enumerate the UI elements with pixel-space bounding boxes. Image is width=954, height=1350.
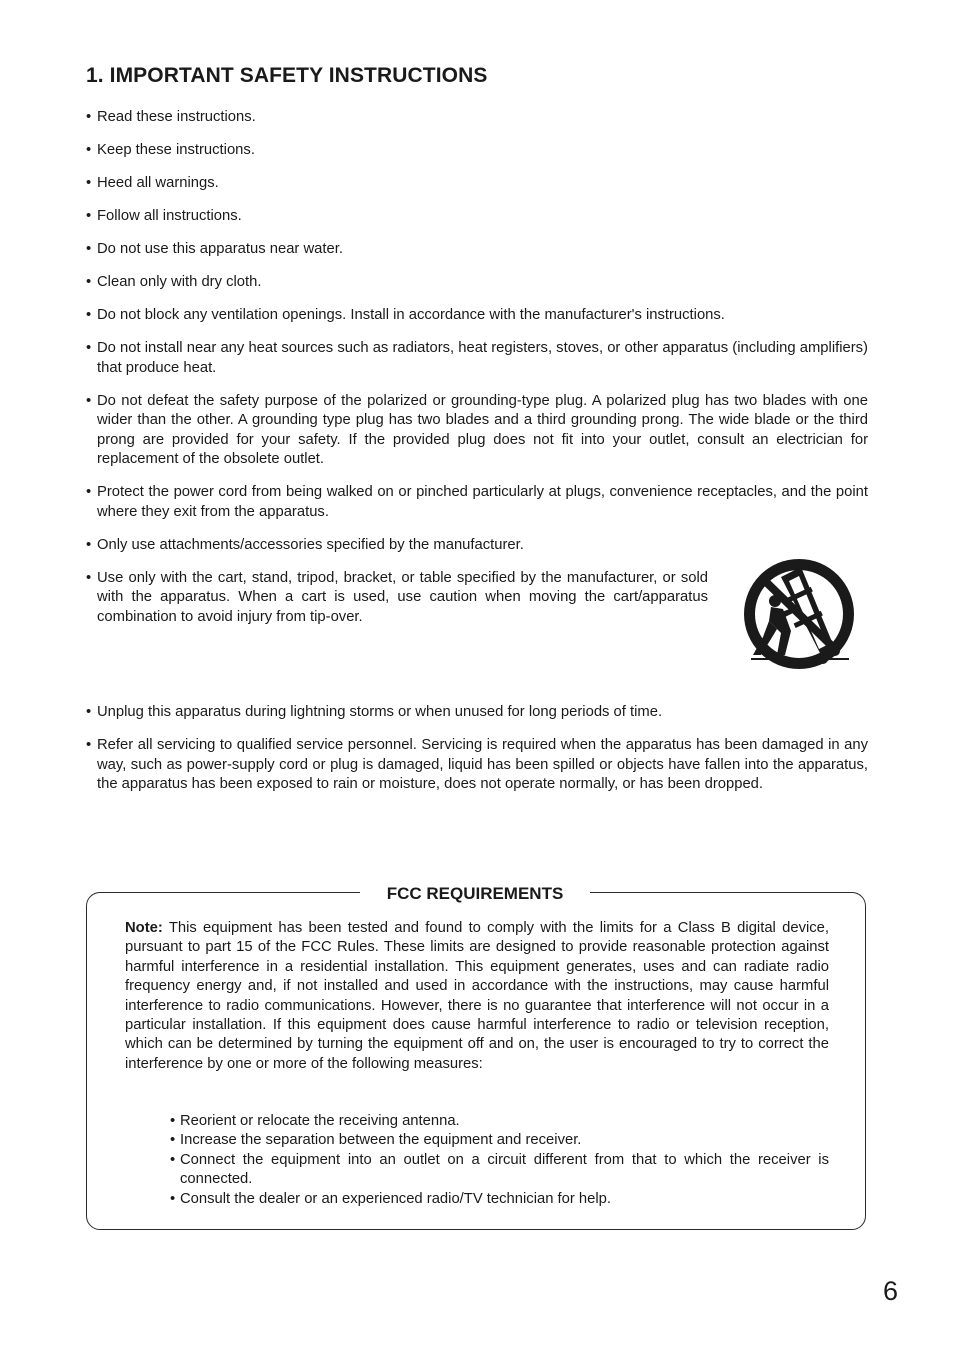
bullet: • — [86, 737, 92, 753]
list-item: • Do not defeat the safety purpose of the polarized or grounding-type plug. A polarized plug has two blades with one wider than the other. A grounding type plug has two blades and a third grounding prong. The wide blade or the third prong are provided for your safety. If the provided plug does not fit into your outlet, consult an electrician for replacement of the obsolete outlet. — [86, 392, 868, 467]
list-item: • Refer all servicing to qualified service personnel. Servicing is required when the apparatus has been damaged in any way, such as power-supply cord or plug is damaged, liquid has been spilled or objects have fallen into the apparatus, the apparatus has been exposed to rain or moisture, does not operate normally, or has been dropped. — [86, 737, 868, 792]
bullet: • — [86, 208, 92, 224]
bullet: • — [86, 536, 92, 553]
fcc-requirements-title: FCC REQUIREMENTS — [360, 883, 590, 905]
bullet: • — [170, 1132, 176, 1149]
list-item: • Heed all warnings. — [86, 174, 868, 194]
bullet: • — [86, 484, 92, 500]
bullet: • — [86, 392, 92, 409]
bullet: • — [86, 241, 92, 257]
safety-instructions-list — [86, 108, 868, 808]
bullet: • — [86, 142, 92, 158]
page-title: 1. IMPORTANT SAFETY INSTRUCTIONS — [86, 64, 488, 87]
fcc-measures-list — [170, 1112, 829, 1209]
bullet: • — [86, 109, 92, 125]
list-item: • Consult the dealer or an experienced radio/TV technician for help. — [170, 1190, 829, 1209]
list-item: • Do not use this apparatus near water. — [86, 240, 868, 260]
list-item: • Follow all instructions. — [86, 207, 868, 227]
bullet: • — [86, 274, 92, 290]
list-item: • Reorient or relocate the receiving antenna. — [170, 1112, 829, 1131]
bullet: • — [86, 340, 92, 356]
note-label: Note: — [125, 920, 163, 936]
bullet: • — [86, 307, 92, 323]
bullet: • — [86, 175, 92, 191]
list-item: • Keep these instructions. — [86, 141, 868, 161]
cart-tip-over-warning-icon — [741, 557, 857, 673]
list-item: • Read these instructions. — [86, 108, 868, 128]
bullet: • — [86, 569, 92, 586]
list-item: • Connect the equipment into an outlet on a circuit different from that to which the receiver is connected. — [170, 1151, 829, 1188]
bullet: • — [170, 1190, 176, 1207]
list-item: • Do not block any ventilation openings. Install in accordance with the manufacturer's instructions. — [86, 306, 868, 326]
bullet: • — [170, 1113, 176, 1129]
list-item: • Unplug this apparatus during lightning storms or when unused for long periods of time. — [86, 703, 868, 723]
list-item: • Use only with the cart, stand, tripod, bracket, or table specified by the manufacturer, or sold with the apparatus. When a cart is used, use caution when moving the cart/apparatus combination to avoid injury from tip-over. — [86, 569, 708, 625]
fcc-note — [125, 919, 829, 1074]
list-item: • Clean only with dry cloth. — [86, 273, 868, 293]
page-number: 6 — [882, 1276, 898, 1306]
note-text: This equipment has been tested and found to comply with the limits for a Class B digital device, pursuant to part 15 of the FCC Rules. These limits are designed to provide reasonable protection against harmful interference in a residential installation. This equipment generates, uses and can radiate radio frequency energy and, if not installed and used in accordance with the instructions, may cause harmful interference to radio communications. However, there is no guarantee that interference will not occur in a particular installation. If this equipment does cause harmful interference to radio or television reception, which can be determined by turning the equipment off and on, the user is encouraged to try to correct the interference by one or more of the following measures: — [125, 920, 829, 1072]
bullet: • — [86, 704, 92, 720]
list-item: • Do not install near any heat sources such as radiators, heat registers, stoves, or other apparatus (including amplifiers) that produce heat. — [86, 340, 868, 376]
list-item: • Protect the power cord from being walked on or pinched particularly at plugs, convenience receptacles, and the point where they exit from the apparatus. — [86, 484, 868, 520]
list-item: • Increase the separation between the equipment and receiver. — [170, 1131, 829, 1150]
bullet: • — [170, 1151, 176, 1168]
list-item: • Only use attachments/accessories specified by the manufacturer. — [86, 536, 868, 556]
